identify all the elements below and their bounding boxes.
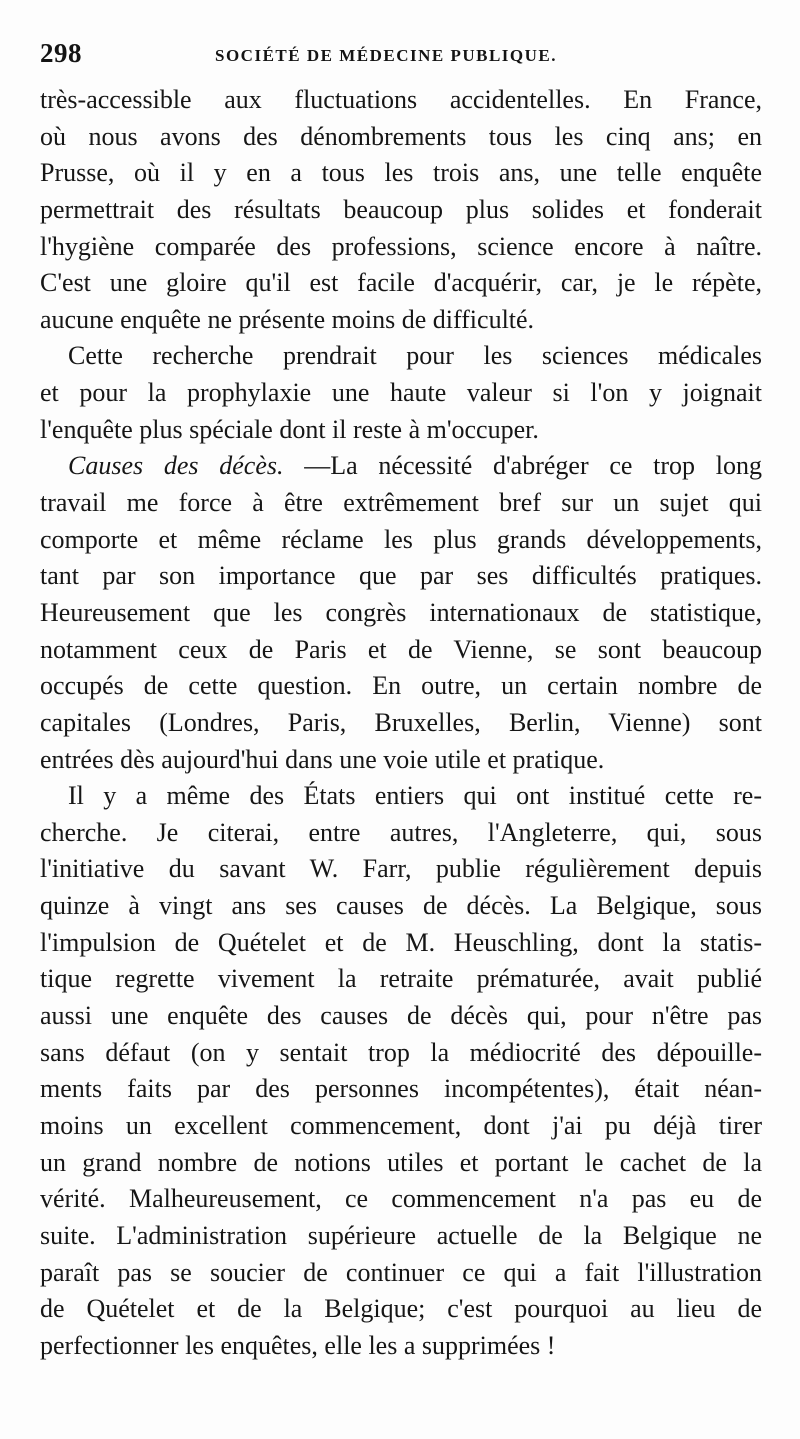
text-line: C'est une gloire qu'il est facile d'acquérir, car, je le répète,	[40, 268, 762, 298]
text-line: moins un excellent commencement, dont j'ai pu déjà tirer	[40, 1110, 762, 1140]
text-line: cherche. Je citerai, entre autres, l'Angleterre, qui, sous	[40, 817, 762, 847]
running-title: SOCIÉTÉ DE MÉDECINE PUBLIQUE.	[215, 46, 558, 65]
text-line: notamment ceux de Paris et de Vienne, se sont beaucoup	[40, 634, 762, 664]
section-heading: Causes des décès.	[68, 451, 284, 481]
text-line: Prusse, où il y en a tous les trois ans, une telle enquête	[40, 158, 762, 188]
text-line: de Quételet et de la Belgique; c'est pourquoi au lieu de	[40, 1294, 762, 1324]
text-line: et pour la prophylaxie une haute valeur si l'on y joignait	[40, 378, 762, 408]
text-line: ments faits par des personnes incompétentes), était néan-	[40, 1074, 762, 1104]
text-line: tique regrette vivement la retraite prématurée, avait publié	[40, 964, 762, 994]
text-line: tant par son importance que par ses difficultés pratiques.	[40, 561, 762, 591]
text-line: Heureusement que les congrès internationaux de statistique,	[40, 597, 762, 627]
text-line: l'enquête plus spéciale dont il reste à m'occuper.	[40, 414, 539, 444]
section-heading-line	[40, 448, 762, 485]
text-line: suite. L'administration supérieure actuelle de la Belgique ne	[40, 1220, 762, 1250]
body-text	[40, 82, 762, 1364]
text-line: où nous avons des dénombrements tous les cinq ans; en	[40, 121, 762, 151]
text-line: travail me force à être extrêmement bref sur un sujet qui	[40, 488, 762, 518]
text-line: occupés de cette question. En outre, un certain nombre de	[40, 671, 762, 701]
text-line: perfectionner les enquêtes, elle les a supprimées !	[40, 1330, 556, 1360]
text-line: quinze à vingt ans ses causes de décès. La Belgique, sous	[40, 891, 762, 921]
text-line: très-accessible aux fluctuations accidentelles. En France,	[40, 85, 762, 114]
text-line: l'hygiène comparée des professions, science encore à naître.	[40, 231, 762, 261]
text-line: un grand nombre de notions utiles et portant le cachet de la	[40, 1147, 762, 1177]
text-line: sans défaut (on y sentait trop la médiocrité des dépouille-	[40, 1037, 762, 1067]
text-line: vérité. Malheureusement, ce commencement n'a pas eu de	[40, 1184, 762, 1214]
text-line: aucune enquête ne présente moins de difficulté.	[40, 304, 535, 334]
page-header	[40, 38, 760, 70]
text-line: Il y a même des États entiers qui ont institué cette re-	[68, 781, 762, 811]
page-number: 298	[40, 38, 82, 68]
text-line: l'initiative du savant W. Farr, publie régulièrement depuis	[40, 854, 762, 884]
text-line: aussi une enquête des causes de décès qui, pour n'être pas	[40, 1001, 762, 1031]
text-line: entrées dès aujourd'hui dans une voie utile et pratique.	[40, 744, 605, 774]
text-line: capitales (Londres, Paris, Bruxelles, Berlin, Vienne) sont	[40, 707, 762, 737]
text-line: Cette recherche prendrait pour les sciences médicales	[68, 341, 762, 371]
text-line-segment: —La nécessité d'abréger ce trop long	[304, 451, 763, 481]
text-line: comporte et même réclame les plus grands développements,	[40, 524, 762, 554]
text-line: permettrait des résultats beaucoup plus solides et fonderait	[40, 194, 762, 224]
text-line: paraît pas se soucier de continuer ce qui a fait l'illustration	[40, 1257, 762, 1287]
text-line: l'impulsion de Quételet et de M. Heuschling, dont la statis-	[40, 927, 762, 957]
